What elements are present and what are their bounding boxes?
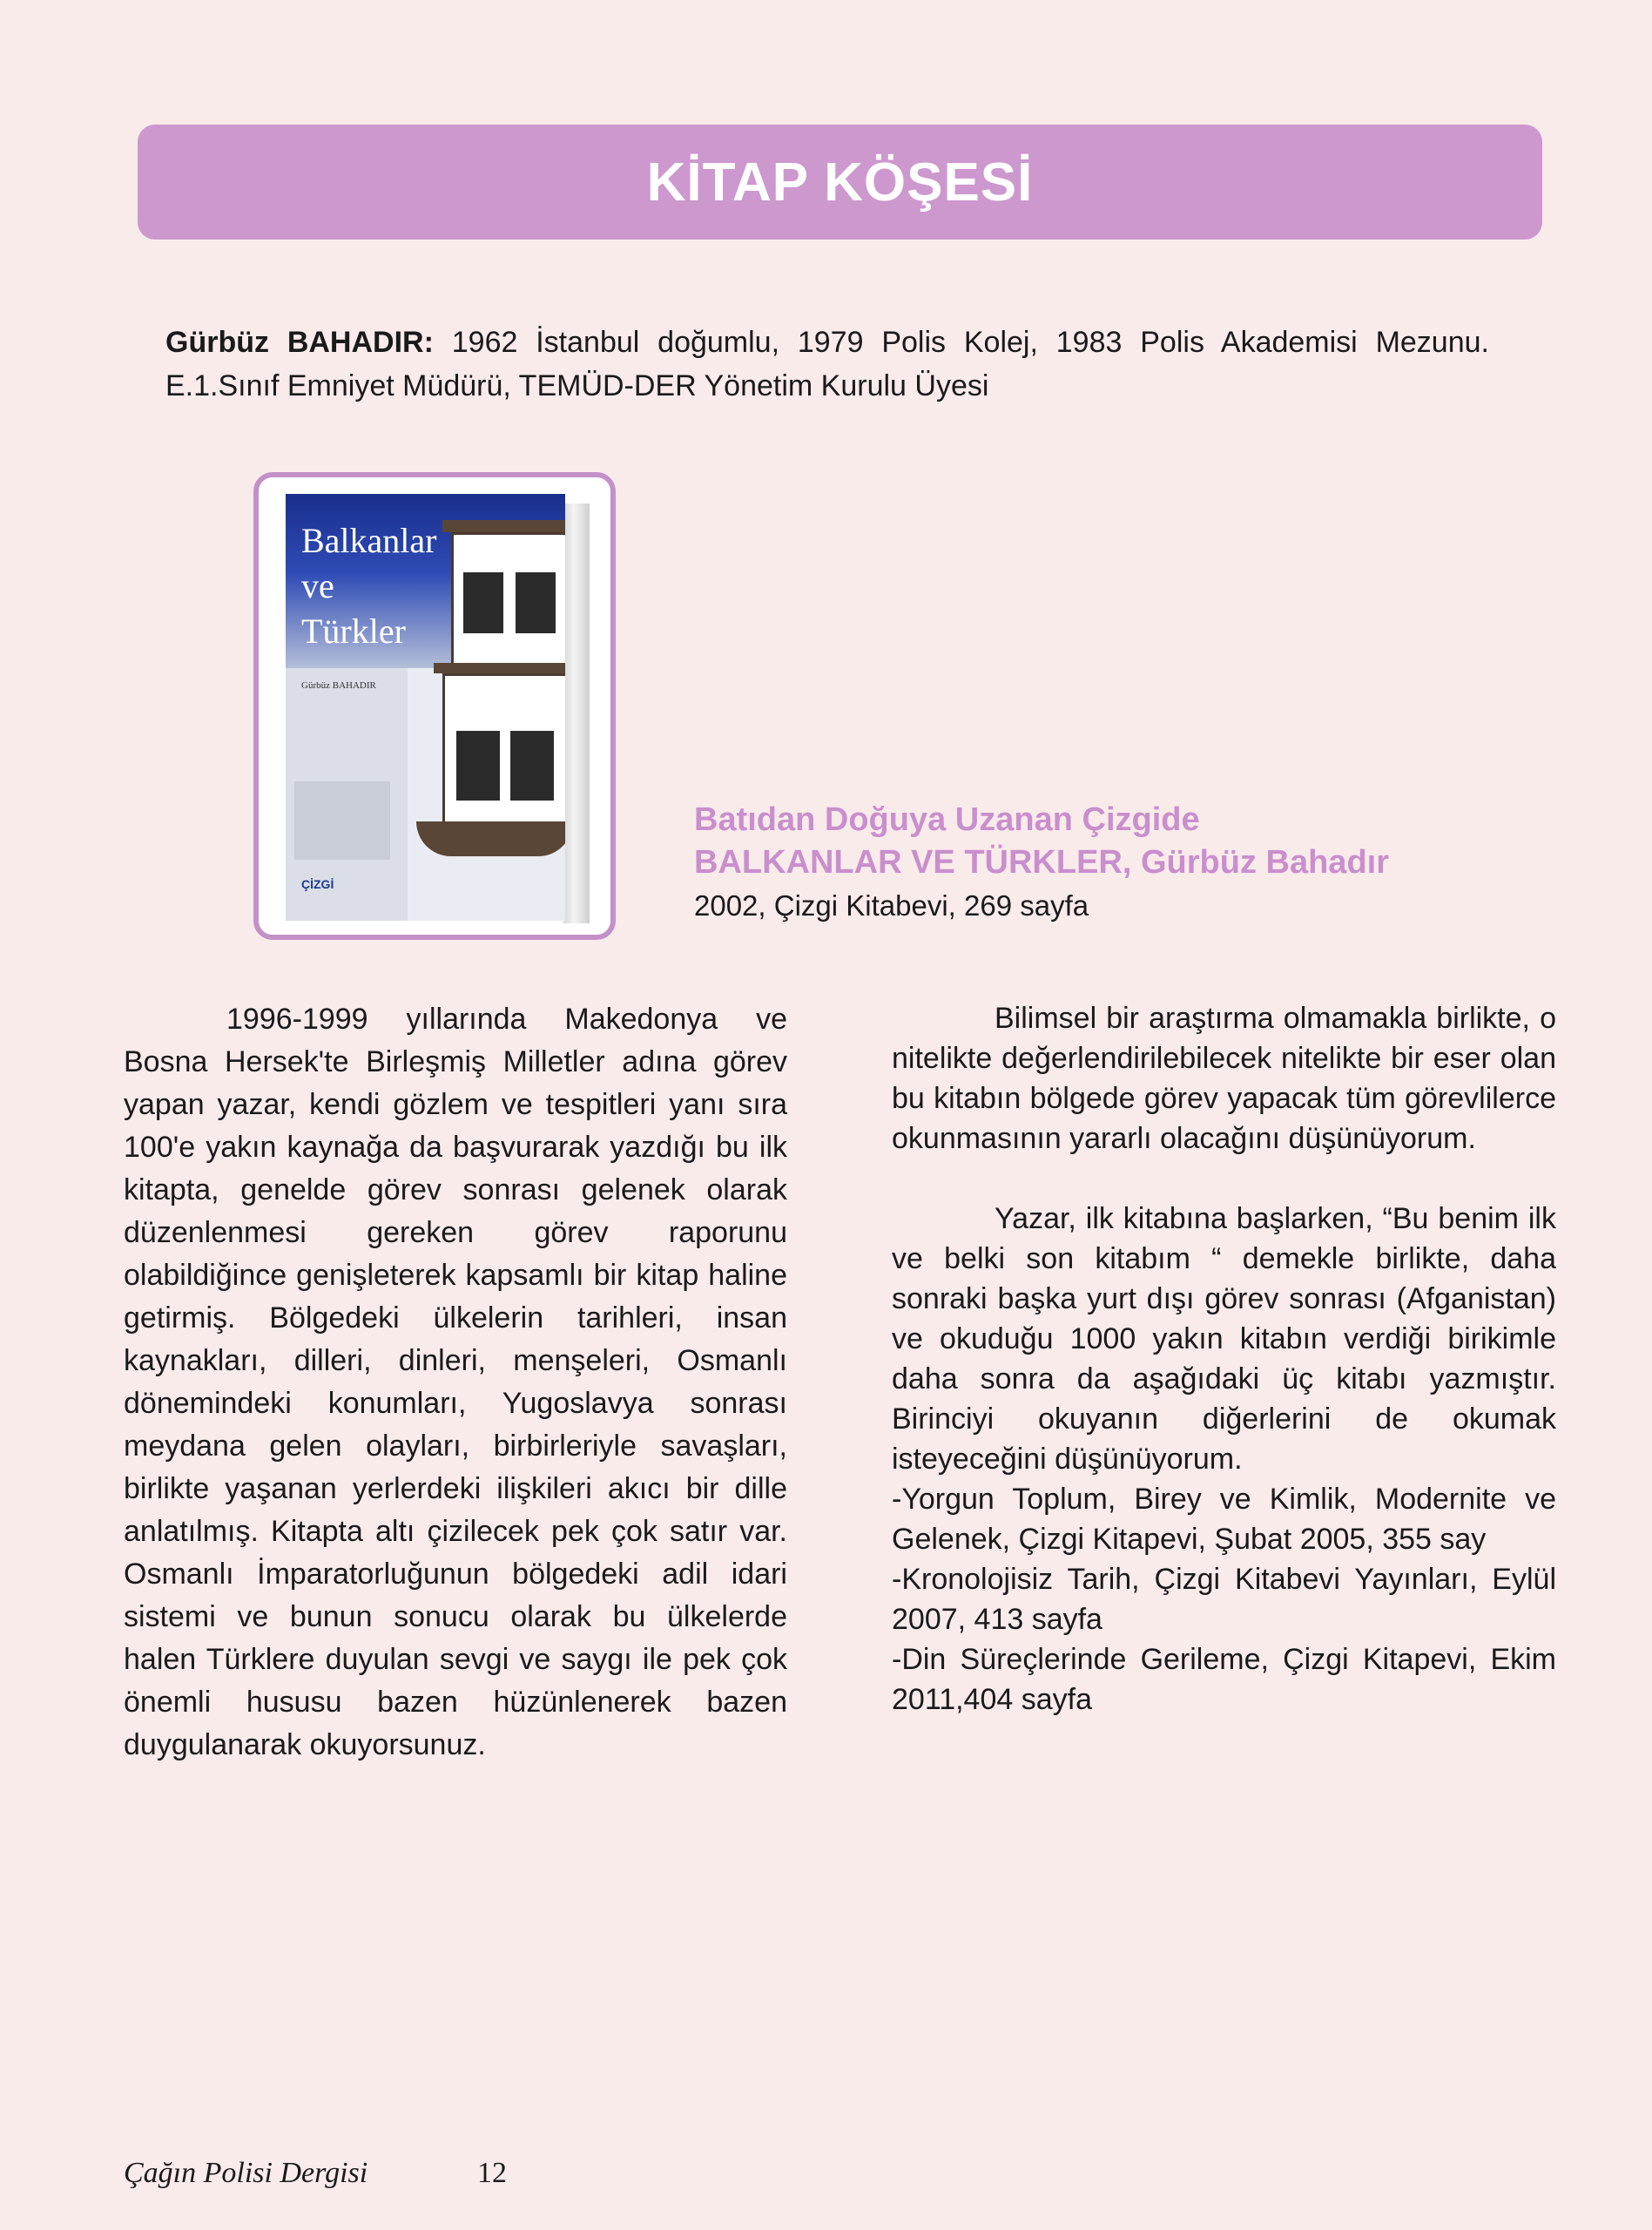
book-subtitle: Batıdan Doğuya Uzanan Çizgide: [694, 801, 1200, 838]
author-bio-text: 1962 İstanbul doğumlu, 1979 Polis Kolej, 1983 Polis Akademisi Mezunu. E.1.Sınıf Emniyet Müdürü, TEMÜD-DER Yönetim Kurulu Üyesi: [165, 326, 1489, 402]
book-list-item: -Din Süreçlerinde Gerileme, Çizgi Kitapevi, Ekim 2011,404 sayfa: [892, 1643, 1556, 1716]
book-title: BALKANLAR VE TÜRKLER, Gürbüz Bahadır: [694, 844, 1389, 881]
book-details: 2002, Çizgi Kitabevi, 269 sayfa: [694, 889, 1089, 922]
cover-faded-window: [294, 781, 390, 860]
cover-balcony: [416, 821, 565, 856]
review-column-right: [892, 998, 1556, 1720]
cover-title-line: ve: [301, 566, 334, 605]
book-list-item: -Kronolojisiz Tarih, Çizgi Kitabevi Yayınları, Eylül 2007, 413 sayfa: [892, 1563, 1556, 1636]
review-column-left: [124, 998, 787, 1767]
book-spine-pages: [563, 503, 590, 923]
cover-title-line: Balkanlar: [301, 521, 437, 560]
book-list-item: -Yorgun Toplum, Birey ve Kimlik, Modernite ve Gelenek, Çizgi Kitapevi, Şubat 2005, 355 say: [892, 1483, 1556, 1556]
page-footer: [124, 2157, 507, 2190]
cover-window: [508, 728, 556, 803]
book-cover-frame: [253, 472, 616, 940]
page-number: 12: [477, 2157, 507, 2189]
book-info: [694, 799, 1478, 928]
cover-window: [513, 570, 558, 636]
section-banner: [138, 125, 1542, 240]
author-name: Gürbüz BAHADIR:: [165, 326, 434, 359]
cover-title-line: Türkler: [301, 612, 406, 651]
section-title: KİTAP KÖŞESİ: [646, 152, 1034, 213]
cover-window: [454, 728, 502, 803]
book-cover-image: [286, 494, 565, 921]
review-paragraph: Bilimsel bir araştırma olmamakla birlikte, o nitelikte değerlendirilebilecek nitelikte bir eser olan bu kitabın bölgede görev yapacak tüm görevlilerce okunmasının yararlı olacağını düşünüyorum.: [892, 1002, 1556, 1155]
cover-author: Gürbüz BAHADIR: [301, 680, 376, 691]
author-bio: [165, 321, 1489, 408]
cover-building-lower: [442, 673, 565, 827]
review-paragraph: 1996-1999 yıllarında Makedonya ve Bosna Hersek'te Birleşmiş Milletler adına görev yapan yazar, kendi gözlem ve tespitleri yanı sıra 100'e yakın kaynağa da başvurarak yazdığı bu ilk kitapta, genelde görev sonrası gelenek olarak düzenlenmesi gereken görev raporunu olabildiğince genişleterek kapsamlı bir kitap haline getirmiş. Bölgedeki ülkelerin tarihleri, insan kaynakları, dilleri, dinleri, menşeleri, Osmanlı dönemindeki konumları, Yugoslavya sonrası meydana gelen olayları, birbirleriyle savaşları, birlikte yaşanan yerlerdeki ilişkileri akıcı bir dille anlatılmış. Kitapta altı çizilecek pek çok satır var. Osmanlı İmparatorluğunun bölgedeki adil idari sistemi ve bunun sonucu olarak bu ülkelerde halen Türklere duyulan sevgi ve saygı ile pek çok önemli hususu bazen hüzünlenerek bazen duygulanarak okuyorsunuz.: [124, 1003, 787, 1761]
magazine-name: Çağın Polisi Dergisi: [124, 2157, 368, 2189]
cover-title: [301, 518, 493, 654]
review-paragraph: Yazar, ilk kitabına başlarken, “Bu benim ilk ve belki son kitabım “ demekle birlikte, daha sonraki başka yurt dışı görev sonrası (Afganistan) ve okuduğu 1000 yakın kitabın verdiği birikimle daha sonra da aşağıdaki üç kitabı yazmıştır. Birinciyi okuyanın diğerlerini de okumak isteyeceğini düşünüyorum.: [892, 1202, 1556, 1476]
cover-roof-middle: [434, 663, 565, 673]
cover-publisher-logo: ÇİZGİ: [301, 877, 334, 891]
